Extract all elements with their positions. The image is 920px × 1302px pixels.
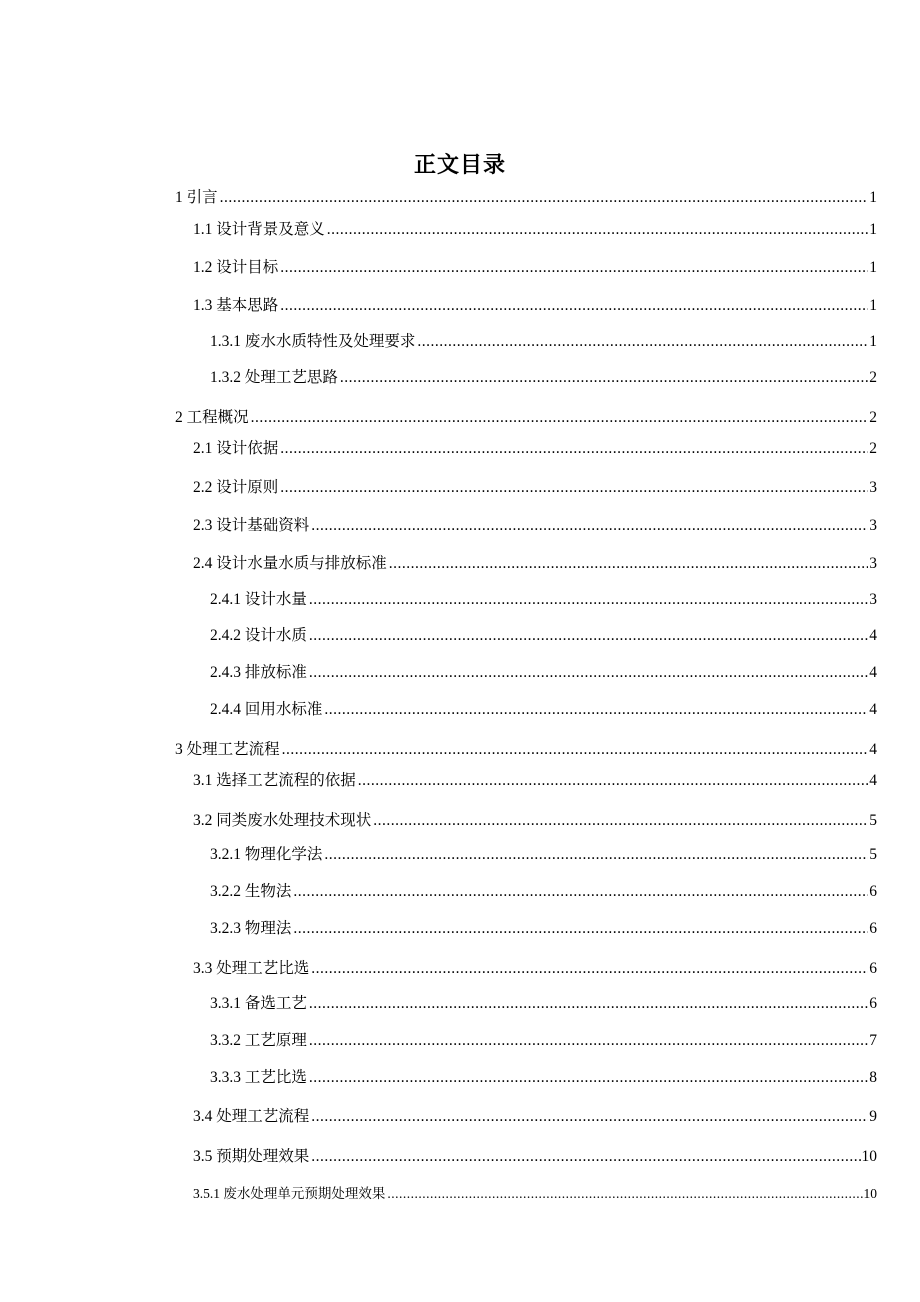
toc-entry[interactable]	[210, 625, 877, 647]
toc-entry-page: 4	[869, 741, 877, 758]
toc-entry-label: 3.3.3 工艺比选	[210, 1069, 307, 1086]
dot-leader	[293, 918, 868, 940]
toc-entry-label: 3.2.3 物理法	[210, 920, 292, 937]
dot-leader	[327, 219, 868, 241]
toc-entry-page: 2	[869, 369, 877, 386]
toc-entry-label: 2.4 设计水量水质与排放标准	[193, 555, 387, 572]
toc-entry-label: 1.1 设计背景及意义	[193, 221, 325, 238]
toc-entry[interactable]	[193, 219, 877, 241]
toc-entry-label: 2.4.1 设计水量	[210, 591, 307, 608]
dot-leader	[280, 438, 868, 460]
toc-entry-page: 5	[869, 812, 877, 829]
toc-entry[interactable]	[175, 407, 877, 429]
toc-entry[interactable]	[193, 1106, 877, 1128]
toc-entry-label: 3.4 处理工艺流程	[193, 1108, 310, 1125]
toc-entry-page: 3	[869, 517, 877, 534]
toc-entry[interactable]	[175, 187, 877, 209]
dot-leader	[387, 1183, 862, 1205]
toc-entry[interactable]	[193, 553, 877, 575]
toc-entry[interactable]	[210, 367, 877, 389]
toc-entry-label: 1.3 基本思路	[193, 297, 279, 314]
dot-leader	[280, 295, 868, 317]
toc-entry[interactable]	[175, 739, 877, 761]
toc-entry[interactable]	[210, 589, 877, 611]
toc-entry-label: 1.3.2 处理工艺思路	[210, 369, 338, 386]
dot-leader	[309, 1067, 868, 1089]
toc-entry-page: 6	[869, 995, 877, 1012]
dot-leader	[251, 407, 869, 429]
toc-entry-page: 10	[863, 1186, 877, 1201]
toc-entry-label: 2.4.2 设计水质	[210, 627, 307, 644]
toc-entry[interactable]	[210, 993, 877, 1015]
toc-entry[interactable]	[210, 881, 877, 903]
toc-entry[interactable]	[193, 770, 877, 792]
toc-entry-page: 3	[869, 591, 877, 608]
toc-entry-label: 3.2.1 物理化学法	[210, 846, 323, 863]
toc-entry[interactable]	[193, 1146, 877, 1168]
dot-leader	[309, 625, 868, 647]
toc-entry-page: 6	[869, 920, 877, 937]
toc-entry-page: 1	[869, 333, 877, 350]
dot-leader	[311, 515, 868, 537]
toc-entry-page: 3	[869, 479, 877, 496]
toc-entry-label: 1.3.1 废水水质特性及处理要求	[210, 333, 416, 350]
toc-entry-label: 2 工程概况	[175, 409, 249, 426]
toc-entry-page: 4	[869, 627, 877, 644]
toc-entry[interactable]	[193, 515, 877, 537]
dot-leader	[280, 477, 868, 499]
toc-entry[interactable]	[210, 699, 877, 721]
dot-leader	[309, 589, 868, 611]
toc-entry-label: 3.3.2 工艺原理	[210, 1032, 307, 1049]
toc-entry-page: 1	[869, 297, 877, 314]
dot-leader	[324, 699, 868, 721]
toc-entry-label: 2.2 设计原则	[193, 479, 279, 496]
dot-leader	[282, 739, 869, 761]
dot-leader	[309, 993, 868, 1015]
toc-entry[interactable]	[210, 331, 877, 353]
toc-entry-label: 1.2 设计目标	[193, 259, 279, 276]
toc-entry-page: 8	[869, 1069, 877, 1086]
toc-entry-label: 3.2.2 生物法	[210, 883, 292, 900]
toc-entry-page: 6	[869, 960, 877, 977]
page-title: 正文目录	[413, 153, 506, 178]
toc-entry-label: 3.5.1 废水处理单元预期处理效果	[193, 1186, 386, 1201]
toc-entry[interactable]	[210, 844, 877, 866]
dot-leader	[417, 331, 868, 353]
toc-entry-page: 10	[861, 1148, 877, 1165]
toc-entry-label: 1 引言	[175, 189, 218, 206]
dot-leader	[373, 810, 868, 832]
toc-entry-page: 4	[869, 772, 877, 789]
toc-entry[interactable]	[210, 662, 877, 684]
dot-leader	[324, 844, 868, 866]
toc-entry-label: 2.4.3 排放标准	[210, 664, 307, 681]
dot-leader	[340, 367, 868, 389]
toc-entry-page: 1	[869, 259, 877, 276]
toc-entry[interactable]	[210, 1067, 877, 1089]
toc-entry[interactable]	[210, 1030, 877, 1052]
toc-entry-label: 3.3.1 备选工艺	[210, 995, 307, 1012]
toc-entry-page: 2	[869, 440, 877, 457]
dot-leader	[311, 1106, 868, 1128]
dot-leader	[311, 1146, 860, 1168]
dot-leader	[220, 187, 869, 209]
dot-leader	[293, 881, 868, 903]
toc-entry-page: 1	[869, 221, 877, 238]
toc-entry[interactable]	[193, 438, 877, 460]
dot-leader	[311, 958, 868, 980]
toc-entry-page: 6	[869, 883, 877, 900]
dot-leader	[309, 662, 868, 684]
toc-entry-label: 3.1 选择工艺流程的依据	[193, 772, 356, 789]
dot-leader	[358, 770, 868, 792]
toc-entry-label: 3.2 同类废水处理技术现状	[193, 812, 372, 829]
toc-entry[interactable]	[193, 1183, 877, 1205]
toc-entry-page: 2	[869, 409, 877, 426]
toc-entry-label: 2.3 设计基础资料	[193, 517, 310, 534]
toc-entry-label: 2.4.4 回用水标准	[210, 701, 323, 718]
dot-leader	[280, 257, 868, 279]
toc-entry-label: 3 处理工艺流程	[175, 741, 280, 758]
toc-entry-page: 4	[869, 664, 877, 681]
toc-entry[interactable]	[193, 958, 877, 980]
dot-leader	[309, 1030, 868, 1052]
toc-entry-page: 7	[869, 1032, 877, 1049]
toc-entry[interactable]	[193, 477, 877, 499]
dot-leader	[389, 553, 868, 575]
toc-entry-label: 2.1 设计依据	[193, 440, 279, 457]
toc-entry-label: 3.3 处理工艺比选	[193, 960, 310, 977]
toc-entry-page: 9	[869, 1108, 877, 1125]
toc-entry-page: 5	[869, 846, 877, 863]
toc-entry[interactable]	[193, 257, 877, 279]
toc-entry-page: 1	[869, 189, 877, 206]
toc-entry[interactable]	[193, 295, 877, 317]
toc-entry-page: 4	[869, 701, 877, 718]
toc-entry-page: 3	[869, 555, 877, 572]
toc-entry[interactable]	[210, 918, 877, 940]
toc-entry-label: 3.5 预期处理效果	[193, 1148, 310, 1165]
toc-entry[interactable]	[193, 810, 877, 832]
